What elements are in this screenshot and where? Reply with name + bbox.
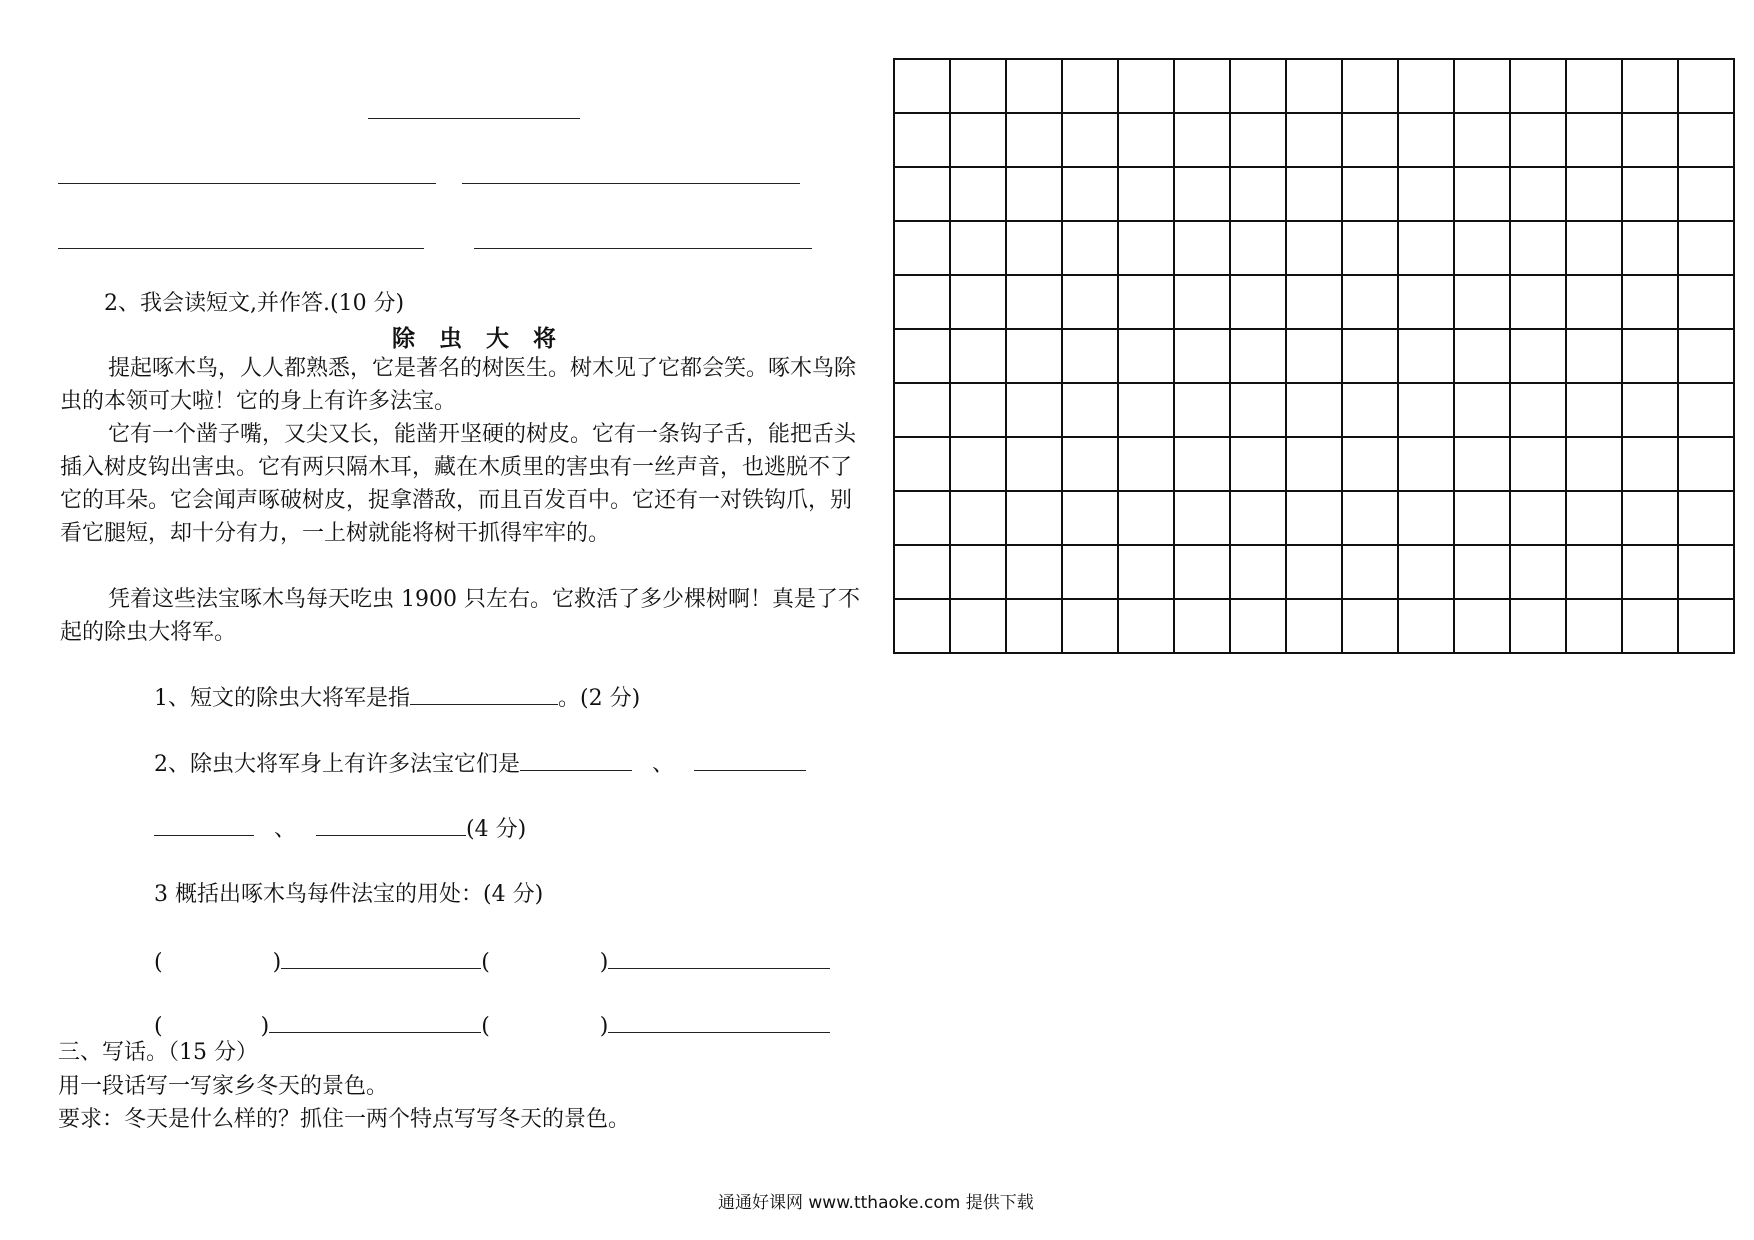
grid-cell[interactable] <box>1622 437 1678 491</box>
grid-cell[interactable] <box>1454 329 1510 383</box>
grid-cell[interactable] <box>1118 275 1174 329</box>
grid-cell[interactable] <box>1286 113 1342 167</box>
grid-cell[interactable] <box>1006 545 1062 599</box>
grid-cell[interactable] <box>1174 113 1230 167</box>
grid-row <box>894 383 1734 437</box>
grid-cell[interactable] <box>1342 383 1398 437</box>
grid-cell[interactable] <box>1342 437 1398 491</box>
grid-cell[interactable] <box>1622 383 1678 437</box>
grid-cell[interactable] <box>1006 491 1062 545</box>
grid-cell[interactable] <box>1622 545 1678 599</box>
grid-cell[interactable] <box>1174 383 1230 437</box>
grid-cell[interactable] <box>1286 329 1342 383</box>
grid-cell[interactable] <box>1622 329 1678 383</box>
grid-row <box>894 275 1734 329</box>
grid-cell[interactable] <box>1174 329 1230 383</box>
grid-cell[interactable] <box>1454 113 1510 167</box>
answer-line[interactable] <box>58 248 424 249</box>
grid-cell[interactable] <box>1398 437 1454 491</box>
grid-cell[interactable] <box>1398 113 1454 167</box>
grid-cell[interactable] <box>1398 545 1454 599</box>
grid-row <box>894 113 1734 167</box>
question-2 <box>154 748 806 781</box>
grid-cell[interactable] <box>1062 221 1118 275</box>
grid-cell[interactable] <box>1118 113 1174 167</box>
question-1 <box>154 682 640 715</box>
question-3: 3 概括出啄木鸟每件法宝的用处：(4 分) <box>154 882 544 907</box>
grid-cell[interactable] <box>1510 599 1566 653</box>
writing-instruction: 用一段话写一写家乡冬天的景色。 <box>58 1074 389 1099</box>
grid-cell[interactable] <box>1398 275 1454 329</box>
grid-cell[interactable] <box>894 599 950 653</box>
grid-cell[interactable] <box>1454 59 1510 113</box>
question-2-continued <box>154 813 526 846</box>
question-text: 2、除虫大将军身上有许多法宝它们是 <box>154 752 520 777</box>
grid-cell[interactable] <box>1678 437 1734 491</box>
grid-cell[interactable] <box>950 275 1006 329</box>
grid-cell[interactable] <box>1006 113 1062 167</box>
passage-title: 除 虫 大 将 <box>392 326 565 352</box>
section-heading: 三、写话。（15 分） <box>58 1040 258 1065</box>
grid-cell[interactable] <box>1622 221 1678 275</box>
grid-cell[interactable] <box>1286 383 1342 437</box>
blank[interactable] <box>281 946 481 969</box>
grid-cell[interactable] <box>1566 221 1622 275</box>
grid-cell[interactable] <box>894 383 950 437</box>
grid-cell[interactable] <box>1622 113 1678 167</box>
blank[interactable] <box>410 682 558 705</box>
blank[interactable] <box>608 946 830 969</box>
grid-cell[interactable] <box>1342 167 1398 221</box>
grid-cell[interactable] <box>1062 329 1118 383</box>
grid-cell[interactable] <box>894 113 950 167</box>
section-heading: 2、我会读短文,并作答.(10 分) <box>104 291 405 316</box>
grid-cell[interactable] <box>1006 599 1062 653</box>
grid-cell[interactable] <box>950 437 1006 491</box>
grid-cell[interactable] <box>1678 167 1734 221</box>
grid-cell[interactable] <box>1062 383 1118 437</box>
grid-row <box>894 167 1734 221</box>
grid-cell[interactable] <box>1062 275 1118 329</box>
grid-cell[interactable] <box>950 167 1006 221</box>
grid-cell[interactable] <box>1006 437 1062 491</box>
grid-cell[interactable] <box>1118 599 1174 653</box>
grid-cell[interactable] <box>1398 383 1454 437</box>
grid-cell[interactable] <box>1006 59 1062 113</box>
separator: 、 <box>652 752 675 777</box>
grid-row <box>894 491 1734 545</box>
q3-answer-row <box>154 946 830 979</box>
grid-row <box>894 437 1734 491</box>
grid-cell[interactable] <box>1510 329 1566 383</box>
grid-cell[interactable] <box>894 545 950 599</box>
grid-cell[interactable] <box>1230 383 1286 437</box>
grid-cell[interactable] <box>1006 275 1062 329</box>
answer-line[interactable] <box>462 183 800 184</box>
grid-cell[interactable] <box>1454 167 1510 221</box>
grid-cell[interactable] <box>1006 167 1062 221</box>
grid-cell[interactable] <box>1566 329 1622 383</box>
grid-cell[interactable] <box>1454 383 1510 437</box>
grid-cell[interactable] <box>1230 113 1286 167</box>
grid-cell[interactable] <box>1398 329 1454 383</box>
grid-cell[interactable] <box>950 545 1006 599</box>
grid-cell[interactable] <box>1286 545 1342 599</box>
grid-cell[interactable] <box>1174 599 1230 653</box>
grid-cell[interactable] <box>1006 383 1062 437</box>
grid-cell[interactable] <box>1398 221 1454 275</box>
close-paren: ) <box>599 1014 609 1039</box>
grid-cell[interactable] <box>1062 491 1118 545</box>
grid-cell[interactable] <box>1454 221 1510 275</box>
grid-cell[interactable] <box>1566 437 1622 491</box>
grid-cell[interactable] <box>1174 275 1230 329</box>
answer-line[interactable] <box>368 118 580 119</box>
grid-cell[interactable] <box>1286 599 1342 653</box>
grid-cell[interactable] <box>1118 167 1174 221</box>
grid-cell[interactable] <box>1454 275 1510 329</box>
grid-cell[interactable] <box>1118 329 1174 383</box>
grid-cell[interactable] <box>1230 221 1286 275</box>
writing-grid <box>893 58 1735 654</box>
close-paren: ) <box>599 950 609 975</box>
question-score: 。(2 分) <box>558 686 641 711</box>
grid-cell[interactable] <box>1118 59 1174 113</box>
writing-requirement: 要求：冬天是什么样的？抓住一两个特点写写冬天的景色。 <box>58 1107 631 1132</box>
grid-cell[interactable] <box>1342 599 1398 653</box>
grid-cell[interactable] <box>1678 59 1734 113</box>
passage-paragraph: 它有一个凿子嘴，又尖又长，能凿开坚硬的树皮。它有一条钩子舌，能把舌头插入树皮钩出害虫。它有两只隔木耳，藏在木质里的害虫有一丝声音，也逃脱不了它的耳朵。它会闻声啄破树皮，捉拿潜敌，而且百发百中。它还有一对铁钩爪，别看它腿短，却十分有力，一上树就能将树干抓得牢牢的。 <box>60 422 857 546</box>
grid-cell[interactable] <box>1510 275 1566 329</box>
grid-cell[interactable] <box>894 59 950 113</box>
grid-cell[interactable] <box>1062 437 1118 491</box>
grid-cell[interactable] <box>1566 383 1622 437</box>
grid-cell[interactable] <box>1174 437 1230 491</box>
question-text: 1、短文的除虫大将军是指 <box>154 686 410 711</box>
grid-cell[interactable] <box>1454 437 1510 491</box>
open-paren: ( <box>481 1014 490 1039</box>
grid-cell[interactable] <box>1230 599 1286 653</box>
grid-cell[interactable] <box>1678 383 1734 437</box>
grid-cell[interactable] <box>1510 113 1566 167</box>
passage-paragraph: 提起啄木鸟，人人都熟悉，它是著名的树医生。树木见了它都会笑。啄木鸟除虫的本领可大啦！它的身上有许多法宝。 <box>60 356 857 414</box>
blank[interactable] <box>694 748 806 771</box>
passage-paragraph: 凭着这些法宝啄木鸟每天吃虫 1900 只左右。它救活了多少棵树啊！真是了不起的除虫大将军。 <box>60 587 860 645</box>
grid-row <box>894 221 1734 275</box>
grid-cell[interactable] <box>1230 275 1286 329</box>
grid-cell[interactable] <box>1622 59 1678 113</box>
grid-cell[interactable] <box>1286 59 1342 113</box>
grid-cell[interactable] <box>1454 545 1510 599</box>
grid-cell[interactable] <box>1342 491 1398 545</box>
grid-cell[interactable] <box>1286 221 1342 275</box>
grid-cell[interactable] <box>950 599 1006 653</box>
close-paren: ) <box>260 1014 270 1039</box>
grid-cell[interactable] <box>1342 221 1398 275</box>
grid-cell[interactable] <box>1510 491 1566 545</box>
grid-cell[interactable] <box>1678 221 1734 275</box>
grid-cell[interactable] <box>1342 545 1398 599</box>
grid-cell[interactable] <box>1566 275 1622 329</box>
grid-cell[interactable] <box>1286 437 1342 491</box>
grid-row <box>894 59 1734 113</box>
grid-cell[interactable] <box>1566 59 1622 113</box>
answer-line[interactable] <box>58 183 436 184</box>
grid-cell[interactable] <box>1678 545 1734 599</box>
grid-cell[interactable] <box>1678 491 1734 545</box>
grid-cell[interactable] <box>1062 113 1118 167</box>
grid-cell[interactable] <box>1342 329 1398 383</box>
grid-cell[interactable] <box>1230 329 1286 383</box>
grid-cell[interactable] <box>950 221 1006 275</box>
grid-cell[interactable] <box>1678 329 1734 383</box>
grid-cell[interactable] <box>1286 167 1342 221</box>
grid-cell[interactable] <box>1174 545 1230 599</box>
grid-cell[interactable] <box>1510 383 1566 437</box>
grid-cell[interactable] <box>1342 113 1398 167</box>
grid-cell[interactable] <box>1622 275 1678 329</box>
grid-cell[interactable] <box>1230 59 1286 113</box>
grid-cell[interactable] <box>950 113 1006 167</box>
blank[interactable] <box>520 748 632 771</box>
footer-text: 通通好课网 www.tthaoke.com 提供下载 <box>718 1193 1034 1213</box>
grid-cell[interactable] <box>1454 599 1510 653</box>
grid-cell[interactable] <box>1174 491 1230 545</box>
grid-cell[interactable] <box>1062 545 1118 599</box>
grid-cell[interactable] <box>1230 491 1286 545</box>
grid-cell[interactable] <box>1006 221 1062 275</box>
grid-cell[interactable] <box>1678 113 1734 167</box>
grid-cell[interactable] <box>1118 383 1174 437</box>
answer-line[interactable] <box>474 248 812 249</box>
grid-cell[interactable] <box>1454 491 1510 545</box>
grid-cell[interactable] <box>1510 221 1566 275</box>
grid-cell[interactable] <box>1062 599 1118 653</box>
grid-cell[interactable] <box>894 491 950 545</box>
grid-cell[interactable] <box>1398 59 1454 113</box>
grid-cell[interactable] <box>1398 167 1454 221</box>
grid-cell[interactable] <box>1566 545 1622 599</box>
grid-row <box>894 599 1734 653</box>
blank[interactable] <box>154 813 254 836</box>
grid-cell[interactable] <box>1566 491 1622 545</box>
grid-cell[interactable] <box>1174 59 1230 113</box>
grid-cell[interactable] <box>950 329 1006 383</box>
grid-cell[interactable] <box>1342 59 1398 113</box>
grid-cell[interactable] <box>1678 599 1734 653</box>
question-score: (4 分) <box>466 817 527 842</box>
grid-cell[interactable] <box>1062 167 1118 221</box>
grid-cell[interactable] <box>894 221 950 275</box>
blank[interactable] <box>608 1010 830 1033</box>
grid-cell[interactable] <box>1510 437 1566 491</box>
grid-cell[interactable] <box>894 437 950 491</box>
grid-cell[interactable] <box>1118 221 1174 275</box>
grid-cell[interactable] <box>1566 167 1622 221</box>
close-paren: ) <box>272 950 282 975</box>
grid-cell[interactable] <box>1510 59 1566 113</box>
blank[interactable] <box>316 813 466 836</box>
grid-cell[interactable] <box>1230 437 1286 491</box>
grid-cell[interactable] <box>1566 599 1622 653</box>
grid-cell[interactable] <box>894 275 950 329</box>
grid-cell[interactable] <box>1398 599 1454 653</box>
grid-cell[interactable] <box>1230 545 1286 599</box>
separator: 、 <box>274 817 297 842</box>
grid-cell[interactable] <box>1622 167 1678 221</box>
grid-row <box>894 545 1734 599</box>
grid-cell[interactable] <box>1286 491 1342 545</box>
grid-cell[interactable] <box>894 167 950 221</box>
grid-cell[interactable] <box>950 383 1006 437</box>
grid-cell[interactable] <box>1118 545 1174 599</box>
grid-cell[interactable] <box>1622 491 1678 545</box>
open-paren: ( <box>481 950 490 975</box>
grid-cell[interactable] <box>1062 59 1118 113</box>
grid-cell[interactable] <box>1118 491 1174 545</box>
grid-cell[interactable] <box>1174 167 1230 221</box>
open-paren: ( <box>154 950 163 975</box>
open-paren: ( <box>154 1014 163 1039</box>
grid-cell[interactable] <box>1510 167 1566 221</box>
grid-cell[interactable] <box>1678 275 1734 329</box>
grid-cell[interactable] <box>1622 599 1678 653</box>
grid-row <box>894 329 1734 383</box>
grid-cell[interactable] <box>1118 437 1174 491</box>
blank[interactable] <box>269 1010 481 1033</box>
grid-cell[interactable] <box>1342 275 1398 329</box>
grid-cell[interactable] <box>1230 167 1286 221</box>
grid-cell[interactable] <box>1510 545 1566 599</box>
grid-cell[interactable] <box>950 59 1006 113</box>
grid-cell[interactable] <box>894 329 950 383</box>
grid-cell[interactable] <box>1286 275 1342 329</box>
grid-cell[interactable] <box>1006 329 1062 383</box>
grid-cell[interactable] <box>1174 221 1230 275</box>
grid-cell[interactable] <box>1398 491 1454 545</box>
grid-cell[interactable] <box>1566 113 1622 167</box>
grid-cell[interactable] <box>950 491 1006 545</box>
